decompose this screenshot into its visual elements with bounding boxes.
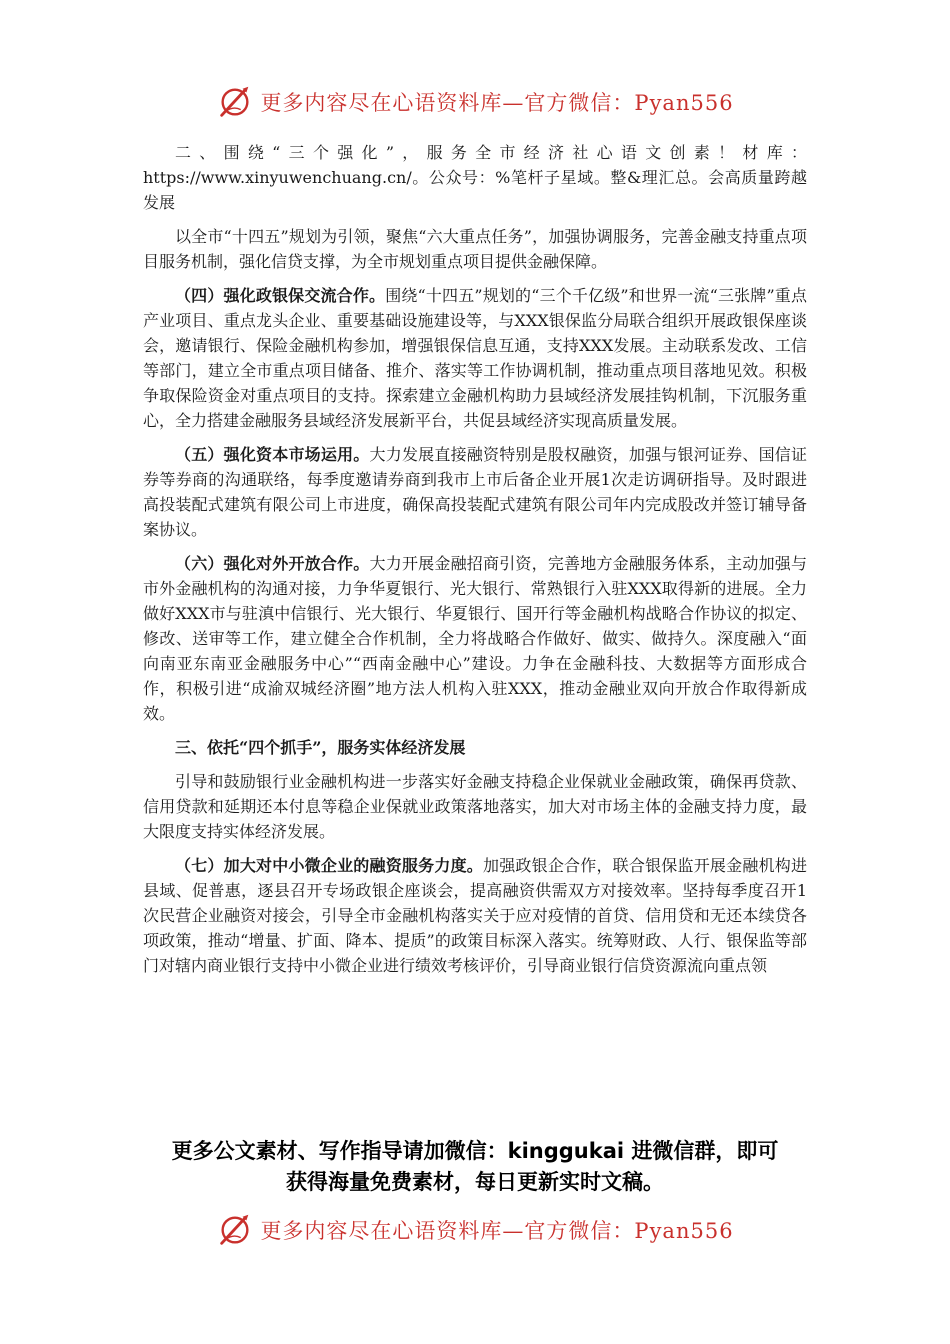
document-body	[143, 140, 807, 987]
section-three-heading: 三、依托“四个抓手”，服务实体经济发展	[175, 738, 466, 757]
paragraph-item-7	[143, 853, 807, 978]
bottom-watermark-banner	[0, 1210, 950, 1250]
item-4-lead: （四）强化政银保交流合作。	[175, 286, 386, 305]
item-7-body: 加强政银企合作，联合银保监开展金融机构进县域、促普惠，逐县召开专场政银企座谈会，提高融资供需双方对接效率。坚持每季度召开1次民营企业融资对接会，引导全市金融机构落实关于应对疫情的首贷、信用贷和无还本续贷各项政策，推动“增量、扩面、降本、提质”的政策目标深入落实。统筹财政、人行、银保监等部门对辖内商业银行支持中小微企业进行绩效考核评价，引导商业银行信贷资源流向重点领	[143, 856, 807, 975]
notice-line-2: 获得海量免费素材，每日更新实时文稿。	[286, 1170, 664, 1194]
paragraph-section-three-intro: 引导和鼓励银行业金融机构进一步落实好金融支持稳企业保就业金融政策，确保再贷款、信用贷款和延期还本付息等稳企业保就业政策落地落实，加大对市场主体的金融支持力度，最大限度支持实体经济发展。	[143, 772, 807, 841]
item-5-lead: （五）强化资本市场运用。	[175, 445, 370, 464]
banner-text: 更多内容尽在心语资料库—官方微信：Pyan556	[260, 1219, 734, 1243]
item-7-lead: （七）加大对中小微企业的融资服务力度。	[175, 856, 483, 875]
wechat-notice	[100, 1136, 850, 1198]
paragraph-item-4	[143, 283, 807, 433]
pen-logo-icon	[216, 1211, 254, 1249]
paragraph-intro: 以全市“十四五”规划为引领，聚焦“六大重点任务”，加强协调服务，完善金融支持重点项目服务机制，强化信贷支撑，为全市规划重点项目提供金融保障。	[143, 227, 807, 271]
item-5-body: 大力发展直接融资特别是股权融资，加强与银河证券、国信证券等券商的沟通联络，每季度邀请券商到我市上市后备企业开展1次走访调研指导。及时跟进高投装配式建筑有限公司上市进度，确保高投装配式建筑有限公司年内完成股改并签订辅导备案协议。	[143, 445, 807, 539]
paragraph-item-5	[143, 442, 807, 542]
section-two-heading-paragraph: 二、围绕“三个强化”，服务全市经济社心语文创素！材库：https://www.xinyuwenchuang.cn/。公众号：%笔杆子星域。整&理汇总。会高质量跨越发展	[143, 143, 807, 212]
item-6-lead: （六）强化对外开放合作。	[175, 554, 370, 573]
notice-line-1: 更多公文素材、写作指导请加微信：kinggukai 进微信群，即可	[171, 1139, 779, 1163]
item-4-body: 围绕“十四五”规划的“三个千亿级”和世界一流“三张牌”重点产业项目、重点龙头企业、重要基础设施建设等，与XXX银保监分局联合组织开展政银保座谈会，邀请银行、保险金融机构参加，增强银保信息互通，支持XXX发展。主动联系发改、工信等部门，建立全市重点项目储备、推介、落实等工作协调机制，推动重点项目落地见效。积极争取保险资金对重点项目的支持。探索建立金融机构助力县域经济发展挂钩机制，下沉服务重心，全力搭建金融服务县域经济发展新平台，共促县域经济实现高质量发展。	[143, 286, 807, 430]
pen-logo-icon	[216, 83, 254, 121]
top-watermark-banner	[0, 82, 950, 122]
paragraph-item-6	[143, 551, 807, 726]
banner-text: 更多内容尽在心语资料库—官方微信：Pyan556	[260, 91, 734, 115]
item-6-body: 大力开展金融招商引资，完善地方金融服务体系，主动加强与市外金融机构的沟通对接，力争华夏银行、光大银行、常熟银行入驻XXX取得新的进展。全力做好XXX市与驻滇中信银行、光大银行、华夏银行、国开行等金融机构战略合作协议的拟定、修改、送审等工作，建立健全合作机制，全力将战略合作做好、做实、做持久。深度融入“面向南亚东南亚金融服务中心”“西南金融中心”建设。力争在金融科技、大数据等方面形成合作，积极引进“成渝双城经济圈”地方法人机构入驻XXX，推动金融业双向开放合作取得新成效。	[143, 554, 807, 723]
